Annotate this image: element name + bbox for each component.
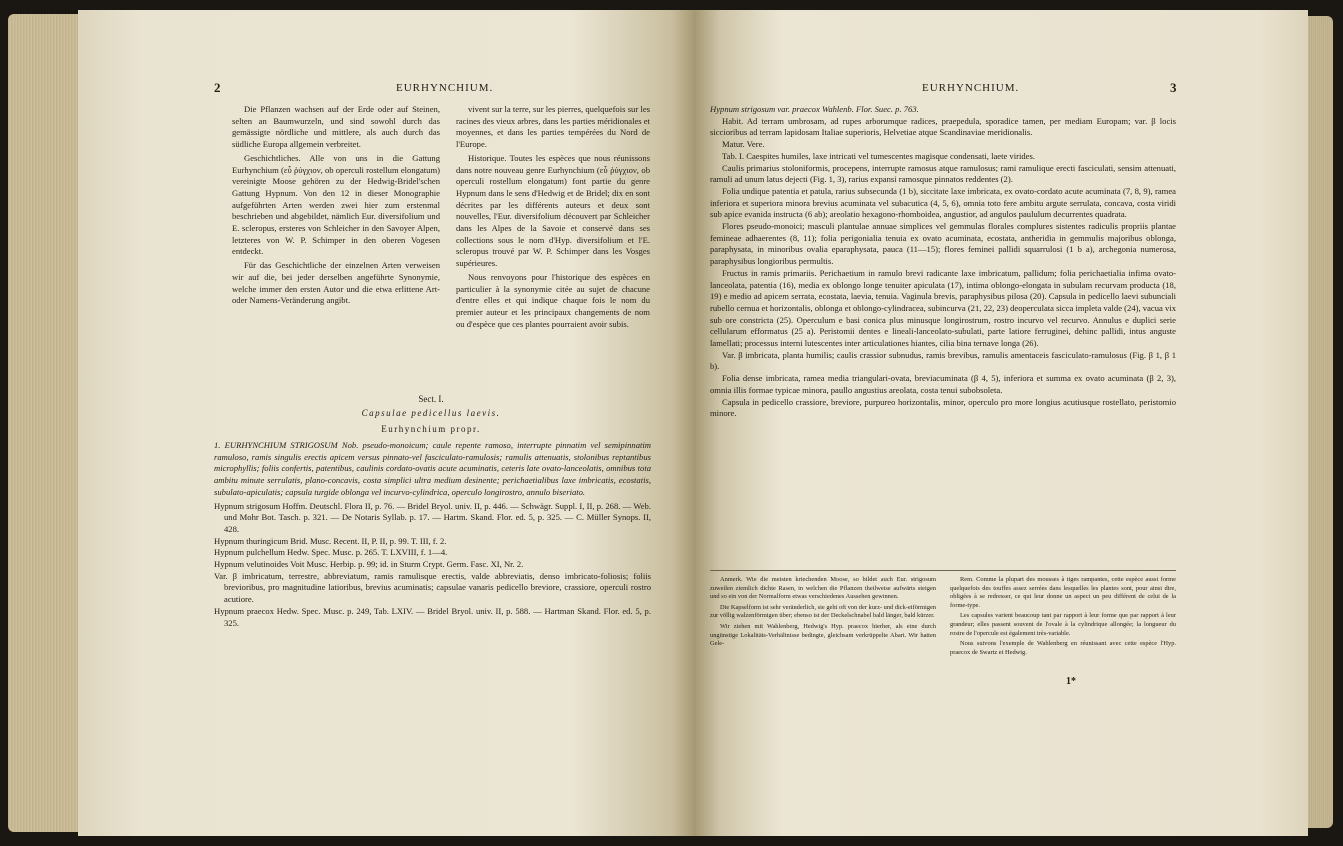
paragraph: Fructus in ramis primariis. Perichaetium in ramulo brevi radicante laxe imbricatum, pallidum; folia perichaetialia infima ovato-lanceolata, patentia (16), media ex oblongo longe tenuiter apiculata (17), intima oblongo-elongata in subulam recurvam producta (18, 19) e medio ad apicem serrata, ecostata, laevia, tenuia. Vaginula brevis, paraphysibus pilosa (20). Capsula in pedicello laevi subunciali rubello cernua et horizontalis, oblonga et oblongo-cylindracea, subincurva (21, 22, 23) deoperculata sicca impleta valde (24), vacua vix sub ore constricta (25). Operculum e basi conica plus minusque longirostrum, rostro incurvo vel recurvo. Annulus e duplici serie cellularum efformatus (25 a). Peristomii dentes e lineali-lanceolato-subulati, parte latiore ferruginei, dehinc pallidi, intus anguste lamellati; processus interni lutescentes inter articulationes hiantes, cilia bina ternave longa (26). <box>710 267 1176 349</box>
note-paragraph: Wir ziehen mit Wahlenberg, Hedwig's Hyp. praecox hierher, als eine durch ungünstige Lokalitäts-Verhältnisse bedingte, gleichsam verkrüppelte Abart. Wir hatten Gele- <box>710 622 936 648</box>
page-edges-left <box>8 14 82 832</box>
note-paragraph: Les capsules varient beaucoup tant par rapport à leur forme que par rapport à leur grandeur; elles passent souvent de l'ovale à la cylindrique allongée; la longueur du rostre de l'opercule est également très-variable. <box>950 612 1176 637</box>
paragraph: Folia undique patentia et patula, rarius subsecunda (1 b), siccitate laxe imbricata, ex ovato-cordato acute acuminata (7, 8, 9), ramea inferiora et superiora minora brevius acuminata vel subacutica (4, 5, 6), omnia toto fere ambitu argute serrulata, concava, costa viridi sub apice evanida instructa (6 ab); areolatio hexagono-rhomboidea, angustior, ad angulos paululum decurrentes quadrata. <box>710 185 1176 220</box>
subgenus-title: Eurhynchium propr. <box>381 424 481 434</box>
synonym: Hypnum praecox Hedw. Spec. Musc. p. 249, Tab. LXIV. — Bridel Bryol. univ. II, p. 588. — Hartman Skand. Flor. ed. 5, p. 325. <box>214 605 651 628</box>
paragraph: Matur. Vere. <box>722 139 765 150</box>
synonym: Hypnum thuringicum Brid. Musc. Recent. II, P. II, p. 99. T. III, f. 2. <box>214 535 447 546</box>
note-french <box>950 576 1176 659</box>
paragraph: Habit. Ad terram umbrosam, ad rupes arborumque radices, praepedula, sporadice tamen, per mediam Europam; var. β locis siccioribus ad terram lapidosam Italiae superioris, Helvetiae atque Scandinaviae meridionalis. <box>710 115 1176 138</box>
german-column <box>232 104 440 309</box>
running-head: EURHYNCHIUM. <box>396 82 494 94</box>
page-number: 2 <box>214 80 221 95</box>
note-german <box>710 576 936 651</box>
paragraph: Geschichtliches. Alle von uns in die Gattung Eurhynchium (εὖ ῥύγχιον, ob operculi rostellum elongatum) vereinigte Moose gehören zu der Hedwig-Bridel'schen Gattung Hypnum. Von den 12 in dieser Monographie aufgeführten Arten werden zwei hier zum erstenmal beschrieben und abgebildet, nämlich Eur. diversifolium und E. scleropus, ersteres von Schleicher in den Savoyer Alpen, letzteres von W. P. Schimper in den oberen Vogesen entdeckt. <box>232 152 440 257</box>
paragraph: Capsula in pedicello crassiore, breviore, purpureo horizontalis, minor, operculo pro more longius acutiusque rostellato, peristomio minore. <box>710 396 1176 419</box>
note-paragraph: Die Kapselform ist sehr veränderlich, sie geht oft von der kurz- und dick-eiförmigen zur völlig walzenförmigen über; ebenso ist der Deckelschnabel bald länger, bald kürzer. <box>710 603 936 620</box>
page-edges-right <box>1305 16 1333 828</box>
note-paragraph: Rem. Comme la plupart des mousses à tiges rampantes, cette espèce aussi forme quelquefois des touffes assez serrées dans lesquelles les plantes sont, pour ainsi dire, obligées à se redresser, ce qui leur donne un aspect un peu différent de celui de la forme-type. <box>950 576 1176 609</box>
note-paragraph: Nous suivons l'exemple de Wahlenberg en réunissant avec cette espèce l'Hyp. praecox de Swartz et Hedwig. <box>950 640 1176 656</box>
paragraph: vivent sur la terre, sur les pierres, quelquefois sur les racines des vieux arbres, dans les parties méridionales et moyennes, et dans les parties tempérées du Nord de l'Europe. <box>456 104 651 150</box>
page-number: 3 <box>1170 80 1177 95</box>
synonym: Var. β imbricatum, terrestre, abbreviatum, ramis ramulisque erectis, valde abbreviatis, denso imbricato-foliosis; foliis brevioribus, pro magnitudine latioribus, brevius acuminatis; capsulae vanaris pedicello breviore, crassiore, operculi rostro acutiore. <box>214 570 651 605</box>
paragraph: Für das Geschichtliche der einzelnen Arten verweisen wir auf die, bei jeder derselben angeführte Synonymie, welche immer den ersten Autor und die etwa erlittene Art- oder Namens-Veränderung angibt. <box>232 260 440 306</box>
synonym: Hypnum pulchellum Hedw. Spec. Musc. p. 265. T. LXVIII, f. 1—4. <box>214 547 448 558</box>
species-description <box>214 440 651 629</box>
note-paragraph: Anmerk. Wie die meisten kriechenden Moose, so bildet auch Eur. strigosum zuweilen ziemlich dichte Rasen, in welchen die Pflanzen theilweise aufwärts steigen und so ein von der Normalform etwas verschiedenes Aussehen gewinnen. <box>710 576 936 601</box>
paragraph: Hypnum strigosum var. praecox Wahlenb. Flor. Suec. p. 763. <box>710 104 919 114</box>
signature-mark: 1* <box>1066 676 1076 687</box>
footnote-divider <box>710 570 1176 571</box>
paragraph: Historique. Toutes les espèces que nous réunissons dans notre nouveau genre Eurhynchium (εὖ ῥύγχιον, ob operculi rostellum elongatum) font partie du genre Hypnum dans le sens d'Hedwig et de Bridel; dix en sont décrites par les différents auteurs et deux sont nouvelles, l'Eur. diversifolium découvert par Schleicher dans les Alpes de la Savoie et conservé dans ses collections sous le nom d'Hyp. diversifolium et l'E. scleropus trouvé par W. P. Schimper dans les Vosges supérieures. <box>456 152 650 269</box>
paragraph: Tab. I. Caespites humiles, laxe intricati vel tumescentes magisque condensati, laete virides. <box>722 150 1035 161</box>
synonym-list <box>214 501 651 630</box>
paragraph: Flores pseudo-monoici; masculi plantulae annuae simplices vel gemmulas florales complures sistentes radiculis propriis plantae femineae adhaerentes (8, 11); folia perigonialia tenuia ex ovato acuminata, ecostata, antheridia in gemmulis majoribus oblonga, paraphysata, in minoribus ovalia eparaphysata, pauca (11—15); flores feminei pallidi squarrulosi (1 b a), archegonia numerosa, paraphysibus longioribus permultis. <box>710 221 1176 267</box>
species-text <box>710 104 1176 420</box>
paragraph: Caulis primarius stoloniformis, procepens, interrupte ramosus atque ramulosus; rami ramulique erecti fasciculati, sensim attenuati, ramuli ad unum latus dejecti (Fig. 1, 3), rarius expansi ramosque pinnatos reddentes (2). <box>710 162 1176 185</box>
running-head: EURHYNCHIUM. <box>922 82 1020 94</box>
paragraph: Folia dense imbricata, ramea media triangulari-ovata, breviacuminata (β 4, 5), inferiora et summa ex ovato acuminata (β 2, 3), omnia illis formae typicae minora, paullo angustius areolata, costa tenui subobsoleta. <box>710 373 1176 395</box>
section-subtitle: Capsulae pedicellus laevis. <box>361 408 501 418</box>
synonym: Hypnum strigosum Hoffm. Deutschl. Flora II, p. 76. — Bridel Bryol. univ. II, p. 446. — Schwägr. Suppl. I, II, p. 268. — Web. und Mohr Bot. Tasch. p. 321. — De Notaris Syllab. p. 17. — Hartm. Skand. Flor. ed. 5, p. 325. — C. Müller Synops. II, 428. <box>214 500 651 534</box>
species-heading: 1. EURHYNCHIUM STRIGOSUM Nob. pseudo-monoicum; caule repente ramoso, interrupte pinnatim vel semipinnatim ramuloso, ramis singulis erectis apicem versus pinnato-vel fasciculato-ramulosis; ramulis attenuatis, stolonibus reptantibus microphyllis; foliis confertis, patentibus, caulinis cordato-ovatis acute acuminatis, ceteris late ovato-lanceolatis, omnibus tota ambitu minute serrulatis, plano-concavis, costa simplici ultra medium desinente; perichaetialibus laxe imbricatis, ecostatis, subulato-apiculatis; capsula turgide oblonga vel incurvo-cylindrica, operculo longirostro, annulo biseriato. <box>214 440 651 497</box>
synonym: Hypnum velutinoides Voit Musc. Herbip. p. 99; id. in Sturm Crypt. Germ. Fasc. XI, Nr. 2. <box>214 559 524 570</box>
paragraph: Die Pflanzen wachsen auf der Erde oder auf Steinen, selten an Baumwurzeln, und sind sowohl durch das gemässigte nördliche und mittlere, als auch durch das südliche Europa allgemein verbreitet. <box>232 104 440 150</box>
paragraph: Var. β imbricata, planta humilis; caulis crassior subnudus, ramis brevibus, ramulis amentaceis fasciculato-ramulosus (Fig. β 1, β 1 b). <box>710 349 1176 372</box>
section-title: Sect. I. <box>418 394 444 404</box>
right-page <box>696 10 1308 836</box>
left-page <box>78 10 696 836</box>
paragraph: Nous renvoyons pour l'historique des espèces en particulier à la synonymie citée au sujet de chacune d'entre elles et qui indique chaque fois le nom du premier auteur et les principaux changements de nom ou d'espèce que ces plantes pourraient avoir subis. <box>456 271 650 329</box>
french-column <box>456 104 650 332</box>
